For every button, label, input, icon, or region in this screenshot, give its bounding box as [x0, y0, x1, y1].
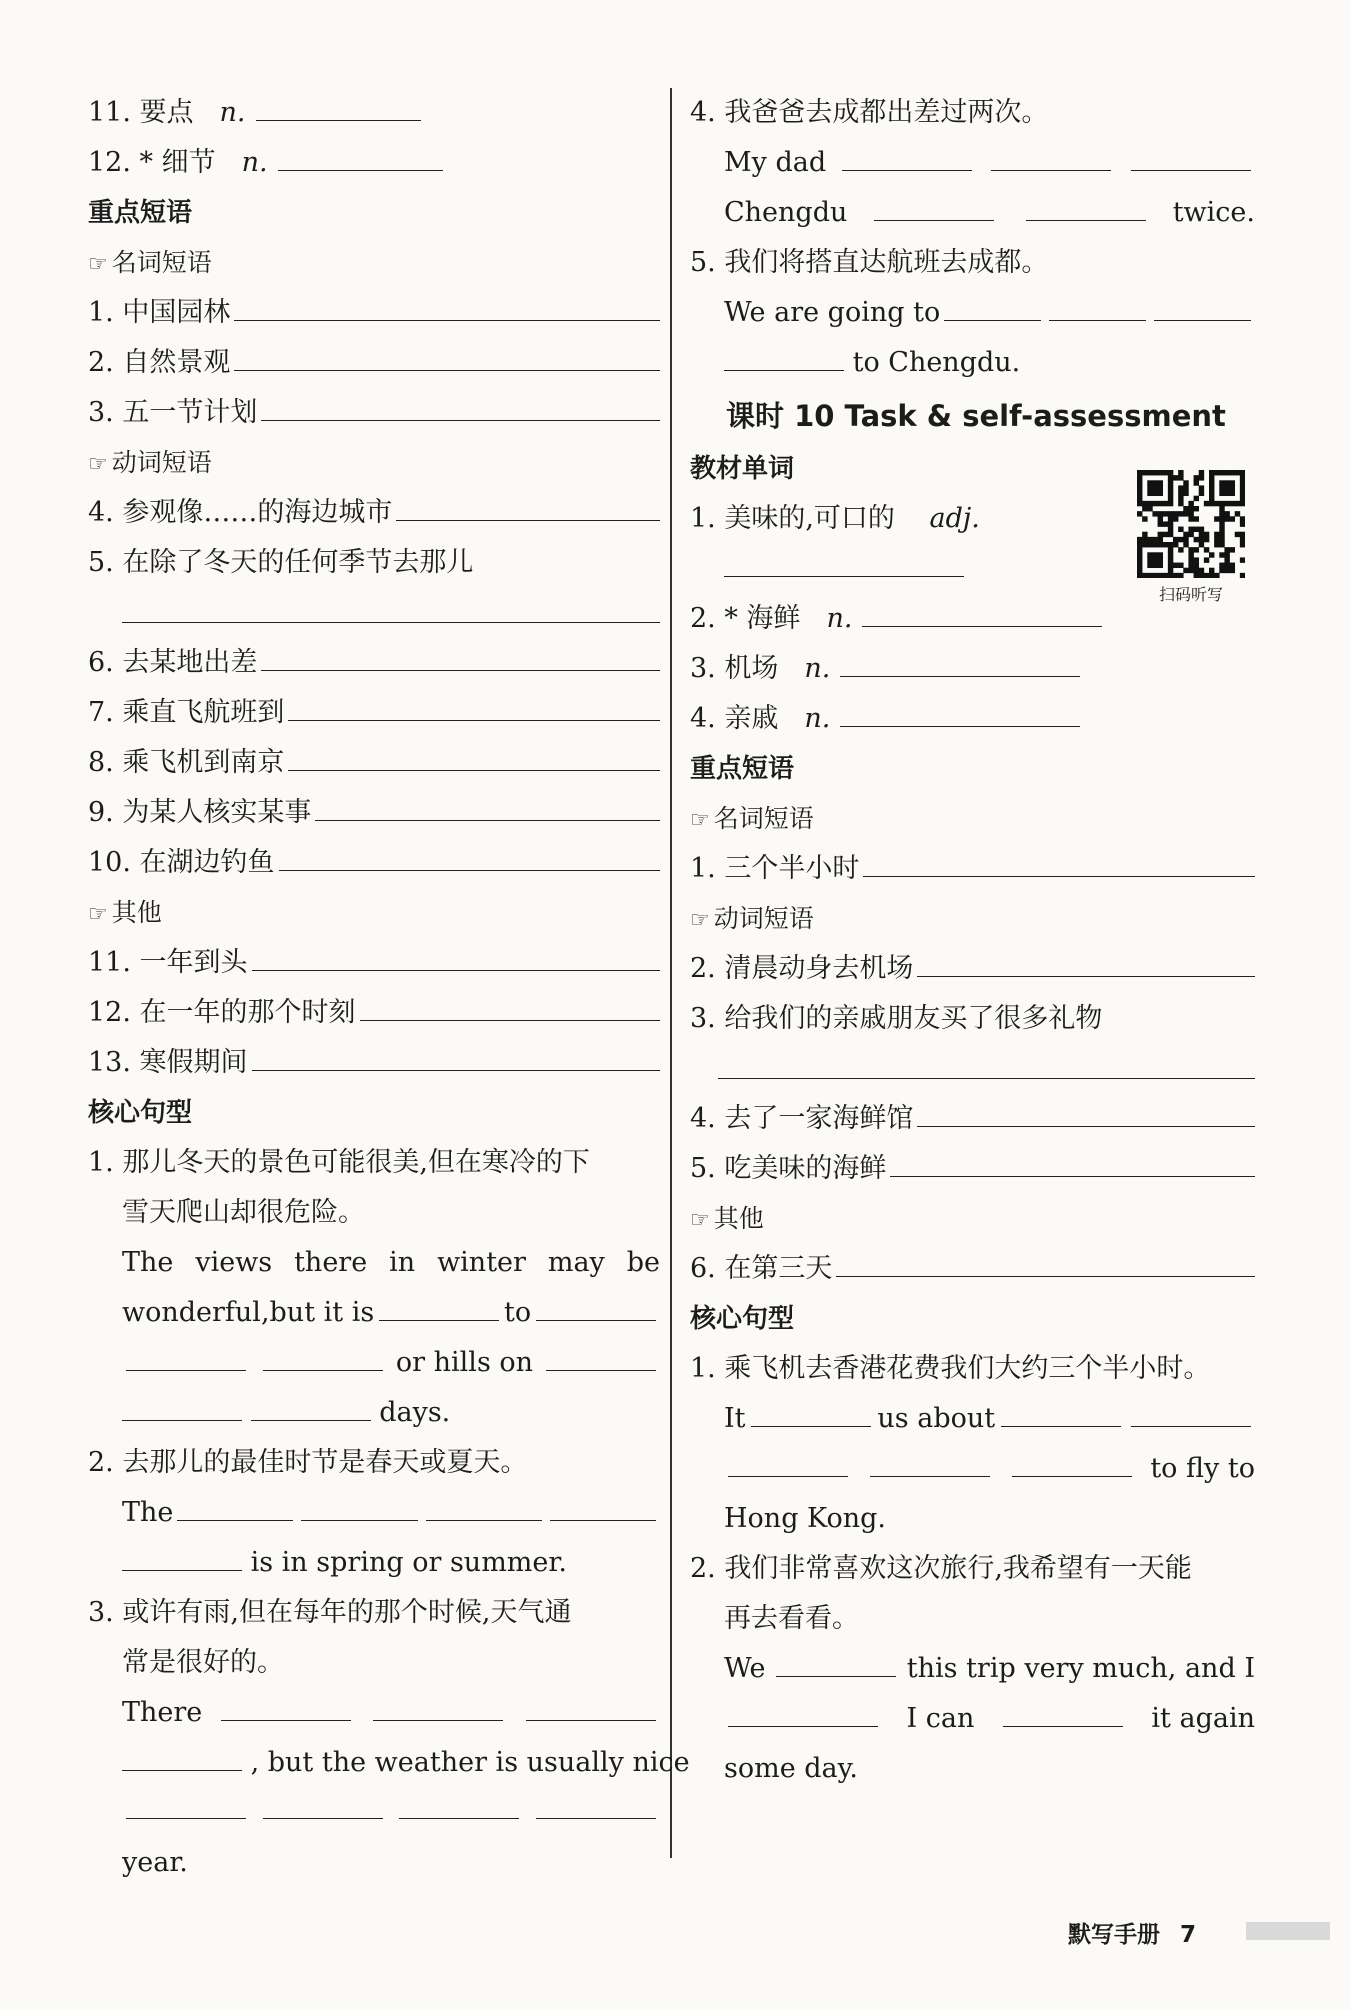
footer-decoration	[1246, 1922, 1330, 1940]
answer-blank[interactable]	[840, 696, 1080, 727]
phrase-item: 4. 去了一家海鲜馆	[690, 1094, 1255, 1144]
answer-blank[interactable]	[122, 1390, 242, 1421]
answer-blank[interactable]	[862, 596, 1102, 627]
section-title: 核心句型	[88, 1098, 193, 1128]
answer-blank[interactable]	[234, 290, 660, 321]
sentence-prompt: 3. 或许有雨,但在每年的那个时候,天气通	[88, 1597, 572, 1628]
answer-blank[interactable]	[278, 140, 443, 171]
subsection-title: ☞ 动词短语	[690, 904, 814, 933]
sentence-english-line: or hills on	[88, 1338, 660, 1388]
answer-blank[interactable]	[863, 846, 1255, 877]
answer-blank[interactable]	[724, 340, 844, 371]
sentence-english-line: , but the weather is usually nice	[88, 1738, 660, 1788]
phrase-item: 2. 清晨动身去机场	[690, 944, 1255, 994]
answer-blank[interactable]	[1026, 190, 1146, 221]
word-item	[88, 138, 660, 188]
answer-blank[interactable]	[426, 1490, 542, 1521]
section-title: 重点短语	[88, 198, 193, 228]
answer-blank[interactable]	[263, 1788, 383, 1819]
answer-blank[interactable]	[252, 1040, 660, 1071]
answer-blank[interactable]	[546, 1340, 656, 1371]
sentence-english-line: to fly to	[690, 1444, 1255, 1494]
answer-blank[interactable]	[301, 1490, 417, 1521]
sentence-prompt: 雪天爬山却很危险。	[122, 1197, 365, 1228]
pointing-hand-icon: ☞	[690, 1208, 710, 1233]
sentence-english-line: some day.	[724, 1753, 858, 1784]
sentence-prompt: 2. 去那儿的最佳时节是春天或夏天。	[88, 1447, 528, 1478]
sentence-prompt: 常是很好的。	[122, 1647, 284, 1678]
phrase-item: 1. 中国园林	[88, 288, 660, 338]
answer-line-row	[88, 588, 660, 638]
phrase-item: 6. 去某地出差	[88, 638, 660, 688]
answer-blank[interactable]	[776, 1646, 896, 1677]
answer-blank[interactable]	[234, 340, 660, 371]
answer-blank[interactable]	[991, 140, 1111, 171]
sentence-english-line: The views there in winter may be	[122, 1247, 660, 1278]
answer-blank[interactable]	[288, 690, 660, 721]
answer-blank[interactable]	[536, 1788, 656, 1819]
sentence-prompt: 2. 我们非常喜欢这次旅行,我希望有一天能	[690, 1553, 1192, 1584]
answer-blank[interactable]	[122, 588, 660, 623]
lesson-title: 课时 10 Task & self-assessment	[726, 399, 1226, 433]
phrase-item: 5. 吃美味的海鲜	[690, 1144, 1255, 1194]
subsection-title: ☞ 其他	[88, 898, 162, 927]
sentence-english-line: My dad	[690, 138, 1255, 188]
phrase-item: 4. 参观像……的海边城市	[88, 488, 660, 538]
answer-blank[interactable]	[536, 1290, 656, 1321]
sentence-english-line: is in spring or summer.	[88, 1538, 660, 1588]
answer-blank[interactable]	[724, 546, 964, 577]
answer-blank[interactable]	[279, 840, 660, 871]
answer-blank[interactable]	[718, 1044, 1255, 1079]
sentence-english-line: It us about	[690, 1394, 1255, 1444]
page-footer	[1068, 1916, 1196, 1949]
section-title: 重点短语	[690, 754, 795, 784]
sentence-english-line	[88, 1788, 660, 1838]
phrase-item: 2. 自然景观	[88, 338, 660, 388]
qr-code-icon	[1137, 470, 1245, 578]
word-item: 2. * 海鲜 n.	[690, 594, 1255, 644]
pointing-hand-icon: ☞	[88, 902, 108, 927]
sentence-english-line: We this trip very much, and I	[690, 1644, 1255, 1694]
right-column	[690, 88, 1255, 1794]
answer-blank[interactable]	[1003, 1696, 1123, 1727]
sentence-prompt: 再去看看。	[724, 1603, 859, 1634]
answer-blank[interactable]	[261, 390, 660, 421]
answer-blank[interactable]	[1131, 140, 1251, 171]
answer-blank[interactable]	[874, 190, 994, 221]
sentence-prompt: 1. 乘飞机去香港花费我们大约三个半小时。	[690, 1353, 1211, 1384]
phrase-item: 13. 寒假期间	[88, 1038, 660, 1088]
pointing-hand-icon: ☞	[690, 808, 710, 833]
phrase-item: 9. 为某人核实某事	[88, 788, 660, 838]
part-of-speech: n.	[241, 147, 268, 178]
answer-blank[interactable]	[917, 946, 1255, 977]
book-title: 默写手册	[1068, 1922, 1160, 1948]
phrase-item: 10. 在湖边钓鱼	[88, 838, 660, 888]
subsection-title: ☞ 其他	[690, 1204, 764, 1233]
subsection-title: ☞ 动词短语	[88, 448, 212, 477]
part-of-speech: n.	[826, 603, 853, 634]
answer-blank[interactable]	[221, 1690, 351, 1721]
phrase-item: 8. 乘飞机到南京	[88, 738, 660, 788]
phrase-item: 7. 乘直飞航班到	[88, 688, 660, 738]
page-number: 7	[1180, 1922, 1197, 1948]
answer-blank[interactable]	[1154, 290, 1251, 321]
left-column	[88, 88, 690, 1888]
answer-blank[interactable]	[842, 140, 972, 171]
answer-blank[interactable]	[256, 90, 421, 121]
answer-blank[interactable]	[550, 1490, 656, 1521]
sentence-english-line: year.	[122, 1847, 188, 1878]
answer-blank[interactable]	[315, 790, 660, 821]
answer-blank[interactable]	[890, 1146, 1255, 1177]
part-of-speech: n.	[804, 653, 831, 684]
phrase-item: 12. 在一年的那个时刻	[88, 988, 660, 1038]
sentence-prompt: 5. 我们将搭直达航班去成都。	[690, 247, 1049, 278]
answer-blank[interactable]	[728, 1696, 878, 1727]
answer-blank[interactable]	[840, 646, 1080, 677]
answer-blank[interactable]	[1049, 290, 1146, 321]
answer-blank[interactable]	[728, 1446, 848, 1477]
section-title: 教材单词	[690, 454, 795, 484]
phrase-item: 3. 五一节计划	[88, 388, 660, 438]
answer-blank[interactable]	[917, 1096, 1255, 1127]
sentence-english-line: I can it again	[690, 1694, 1255, 1744]
answer-blank[interactable]	[379, 1290, 499, 1321]
column-divider	[670, 88, 672, 1858]
sentence-english-line: There	[88, 1688, 660, 1738]
answer-blank[interactable]	[177, 1490, 293, 1521]
sentence-english-line: The	[88, 1488, 660, 1538]
pointing-hand-icon: ☞	[88, 452, 108, 477]
answer-blank[interactable]	[751, 1396, 871, 1427]
answer-blank[interactable]	[252, 940, 660, 971]
answer-blank[interactable]	[396, 490, 660, 521]
answer-blank[interactable]	[126, 1340, 246, 1371]
qr-caption: 扫码听写	[1158, 585, 1223, 604]
answer-blank[interactable]	[261, 640, 660, 671]
phrase-item: 6. 在第三天	[690, 1244, 1255, 1294]
answer-blank[interactable]	[251, 1390, 371, 1421]
answer-blank[interactable]	[836, 1246, 1255, 1277]
section-title: 核心句型	[690, 1304, 795, 1334]
word-label: 11. 要点	[88, 97, 194, 128]
answer-blank[interactable]	[288, 740, 660, 771]
subsection-title: ☞ 名词短语	[88, 248, 212, 277]
pointing-hand-icon: ☞	[690, 908, 710, 933]
sentence-english-line: wonderful,but it is to	[88, 1288, 660, 1338]
answer-blank[interactable]	[373, 1690, 503, 1721]
phrase-item: 5. 在除了冬天的任何季节去那儿	[88, 547, 474, 578]
answer-blank[interactable]	[1012, 1446, 1132, 1477]
answer-blank[interactable]	[263, 1340, 383, 1371]
part-of-speech: n.	[804, 703, 831, 734]
sentence-prompt: 4. 我爸爸去成都出差过两次。	[690, 97, 1049, 128]
word-label: 12. * 细节	[88, 147, 216, 178]
answer-blank[interactable]	[399, 1788, 519, 1819]
phrase-item: 11. 一年到头	[88, 938, 660, 988]
answer-blank[interactable]	[122, 1540, 242, 1571]
qr-code[interactable]	[1137, 470, 1245, 605]
answer-blank[interactable]	[870, 1446, 990, 1477]
word-item: 4. 亲戚 n.	[690, 694, 1255, 744]
answer-blank[interactable]	[126, 1788, 246, 1819]
sentence-english-line: to Chengdu.	[690, 338, 1255, 388]
answer-blank[interactable]	[1131, 1396, 1251, 1427]
phrase-item: 3. 给我们的亲戚朋友买了很多礼物	[690, 1003, 1103, 1034]
part-of-speech: adj.	[929, 503, 980, 534]
phrase-item: 1. 三个半小时	[690, 844, 1255, 894]
part-of-speech: n.	[219, 97, 246, 128]
answer-blank[interactable]	[944, 290, 1041, 321]
sentence-prompt: 1. 那儿冬天的景色可能很美,但在寒冷的下	[88, 1147, 590, 1178]
word-item	[88, 88, 660, 138]
pointing-hand-icon: ☞	[88, 252, 108, 277]
sentence-english-line: days.	[88, 1388, 660, 1438]
sentence-english-line: Chengdu twice.	[690, 188, 1255, 238]
answer-blank[interactable]	[1001, 1396, 1121, 1427]
answer-blank[interactable]	[360, 990, 660, 1021]
answer-blank[interactable]	[122, 1740, 242, 1771]
answer-blank[interactable]	[526, 1690, 656, 1721]
answer-line-row	[690, 1044, 1255, 1094]
sentence-english-line: We are going to	[690, 288, 1255, 338]
sentence-english-line: Hong Kong.	[724, 1503, 887, 1534]
subsection-title: ☞ 名词短语	[690, 804, 814, 833]
word-item: 3. 机场 n.	[690, 644, 1255, 694]
word-item: 1. 美味的,可口的 adj.	[690, 503, 980, 534]
